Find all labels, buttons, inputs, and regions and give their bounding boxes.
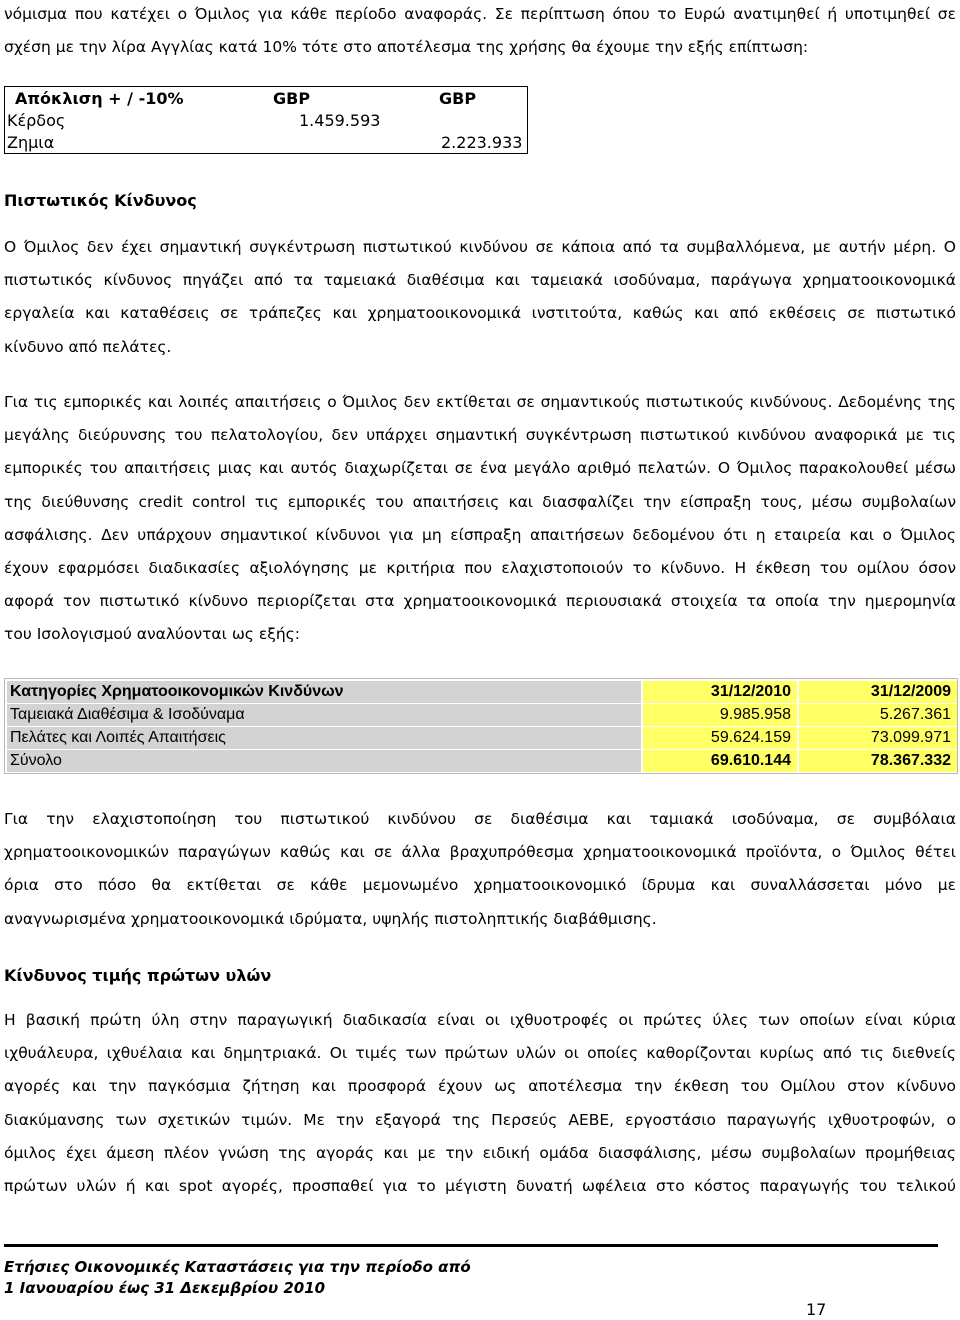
financial-risk-categories-table (4, 678, 958, 774)
sensitivity-col-gbp-1: GBP (273, 89, 311, 108)
text-line: κίνδυνο από πελάτες. (4, 337, 172, 356)
raw-material-risk-heading: Κίνδυνος τιμής πρώτων υλών (4, 966, 272, 985)
credit-risk-heading: Πιστωτικός Κίνδυνος (4, 191, 197, 210)
credit-risk-paragraph-2 (4, 386, 956, 652)
text-line: σχέση με την λίρα Αγγλίας κατά 10% τότε στο αποτέλεσμα της χρήσης θα έχουμε την εξής επίπτωση: (4, 38, 809, 57)
text-line: της διεύθυνσης credit control τις εμπορικές του απαιτήσεις και διασφαλίζει την είσπραξη τους, μέσω συμβολαίων (4, 492, 956, 511)
table-cell-2009: 73.099.971 (799, 727, 957, 749)
table-header-row (5, 681, 957, 703)
table-header-2010: 31/12/2010 (643, 681, 797, 703)
text-line: Η βασική πρώτη ύλη στην παραγωγική διαδικασία είναι οι ιχθυοτροφές οι πρώτες ύλες των οποίων είναι κύρια (4, 1011, 956, 1029)
text-line: πιστωτικός κίνδυνος πηγάζει από τα ταμειακά διαθέσιμα και ταμειακά ισοδύναμα, παράγωγα χρηματοοικονομικά (4, 271, 956, 290)
text-line: νόμισμα που κατέχει ο Όμιλος για κάθε περίοδο αναφοράς. Σε περίπτωση όπου το Ευρώ ανατιμηθεί ή υποτιμηθεί σε (4, 5, 956, 23)
footer-report-period: 1 Ιανουαρίου έως 31 Δεκεμβρίου 2010 (4, 1279, 326, 1297)
table-cell-2010: 59.624.159 (643, 727, 797, 749)
fx-sensitivity-table (4, 86, 528, 154)
text-line: έχουν εφαρμόσει διαδικασίες αξιολόγησης με κριτήρια που ελαχιστοποιούν το κίνδυνο. Η έκθεση του ομίλου όσον (4, 559, 956, 578)
mitigation-paragraph (4, 803, 956, 936)
text-line: Για την ελαχιστοποίηση του πιστωτικού κινδύνου σε διαθέσιμα και ταμιακά ισοδύναμα, σε συμβόλαια (4, 810, 956, 828)
table-cell-label: Ταμειακά Διαθέσιμα & Ισοδύναμα (7, 704, 641, 726)
table-header-category: Κατηγορίες Χρηματοοικονομικών Κινδύνων (7, 681, 641, 703)
text-line: πρώτων υλών ή και spot αγορές, προσπαθεί για το μέγιστη δυνατή ωφέλεια στο κόστος παραγωγής του τελικού (4, 1177, 956, 1196)
raw-material-paragraph (4, 1004, 956, 1203)
text-line: διακύμανσης των σχετικών τιμών. Με την εξαγορά της Περσεύς ΑΕΒΕ, εργοστάσιο παραγωγής ιχθυοτροφών, ο (4, 1110, 956, 1129)
sensitivity-loss-value: 2.223.933 (441, 133, 523, 152)
sensitivity-loss-label: Ζημια (7, 133, 55, 152)
text-line: όμιλος έχει άμεση πλέον γνώση της αγοράς και με την ειδική ομάδα διασφάλισης, μέσω συμβολαίων προμήθειας (4, 1143, 956, 1162)
sensitivity-col-gbp-2: GBP (439, 89, 477, 108)
text-line: αναγνωρισμένα χρηματοοικονομικά ιδρύματα, υψηλής πιστοληπτικής διαβάθμισης. (4, 909, 657, 928)
credit-risk-paragraph-1 (4, 231, 956, 364)
text-line: εμπορικές του απαιτήσεις μιας και αυτός διαχωρίζεται σε ένα μεγάλο αριθμό πελατών. Ο Όμιλος παρακολουθεί μέσω (4, 459, 956, 478)
text-line: Για τις εμπορικές και λοιπές απαιτήσεις ο Όμιλος δεν εκτίθεται σε σημαντικούς πιστωτικούς κινδύνους. Δεδομένης της (4, 393, 956, 411)
text-line: αγορές και την παγκόσμια ζήτηση και προσφορά έχουν ως αποτέλεσμα την έκθεση του Ομίλου στον κίνδυνο (4, 1077, 956, 1096)
table-cell-2009: 5.267.361 (799, 704, 957, 726)
table-row (5, 727, 957, 749)
sensitivity-profit-value: 1.459.593 (299, 111, 381, 130)
text-line: ιχθυάλευρα, ιχθυέλαια και δημητριακά. Οι τιμές των πρώτων υλών οι οποίες καθορίζονται κυρίως από τις διεθνείς (4, 1044, 956, 1063)
footer-report-title: Ετήσιες Οικονομικές Καταστάσεις για την περίοδο από (4, 1258, 471, 1276)
table-total-2010: 69.610.144 (643, 750, 797, 772)
table-row (5, 704, 957, 726)
footer-divider (4, 1244, 938, 1247)
table-header-2009: 31/12/2009 (799, 681, 957, 703)
page-number: 17 (806, 1300, 827, 1319)
sensitivity-profit-label: Κέρδος (7, 111, 66, 130)
text-line: αφορά τον πιστωτικό κίνδυνο περιορίζεται στα χρηματοοικονομικά περιουσιακά στοιχεία τα οποία την ημερομηνία (4, 592, 956, 611)
table-total-label: Σύνολο (7, 750, 641, 772)
text-line: χρηματοοικονομικών παραγώγων καθώς και σε άλλα βραχυπρόθεσμα χρηματοοικονομικά προϊόντα, ο Όμιλος θέτει (4, 843, 956, 862)
text-line: μεγάλης διεύρυνσης του πελατολογίου, δεν υπάρχει σημαντική συγκέντρωση πιστωτικού κινδύνου αναφορικά με τις (4, 426, 956, 445)
text-line: εργαλεία και καταθέσεις σε τράπεζες και χρηματοοικονομικά ινστιτούτα, καθώς και από εκθέσεις σε πιστωτικό (4, 304, 956, 323)
sensitivity-header-label: Απόκλιση + / -10% (15, 89, 184, 108)
text-line: Ο Όμιλος δεν έχει σημαντική συγκέντρωση πιστωτικού κινδύνου σε κάποια από τα συμβαλλόμενα, με αυτήν μέρη. Ο (4, 238, 956, 256)
table-cell-label: Πελάτες και Λοιπές Απαιτήσεις (7, 727, 641, 749)
text-line: ασφάλισης. Δεν υπάρχουν σημαντικοί κίνδυνοι για μη είσπραξη απαιτήσεων δεδομένου ότι η εταιρεία και ο Όμιλος (4, 525, 956, 544)
table-total-2009: 78.367.332 (799, 750, 957, 772)
intro-paragraph (4, 0, 956, 64)
table-total-row (5, 750, 957, 772)
text-line: όρια στο πόσο θα εκτίθεται σε κάθε μεμονωμένο χρηματοοικονομικό ίδρυμα και συναλλάσσεται μόνο με (4, 876, 956, 895)
text-line: του Ισολογισμού αναλύονται ως εξής: (4, 625, 300, 644)
table-cell-2010: 9.985.958 (643, 704, 797, 726)
